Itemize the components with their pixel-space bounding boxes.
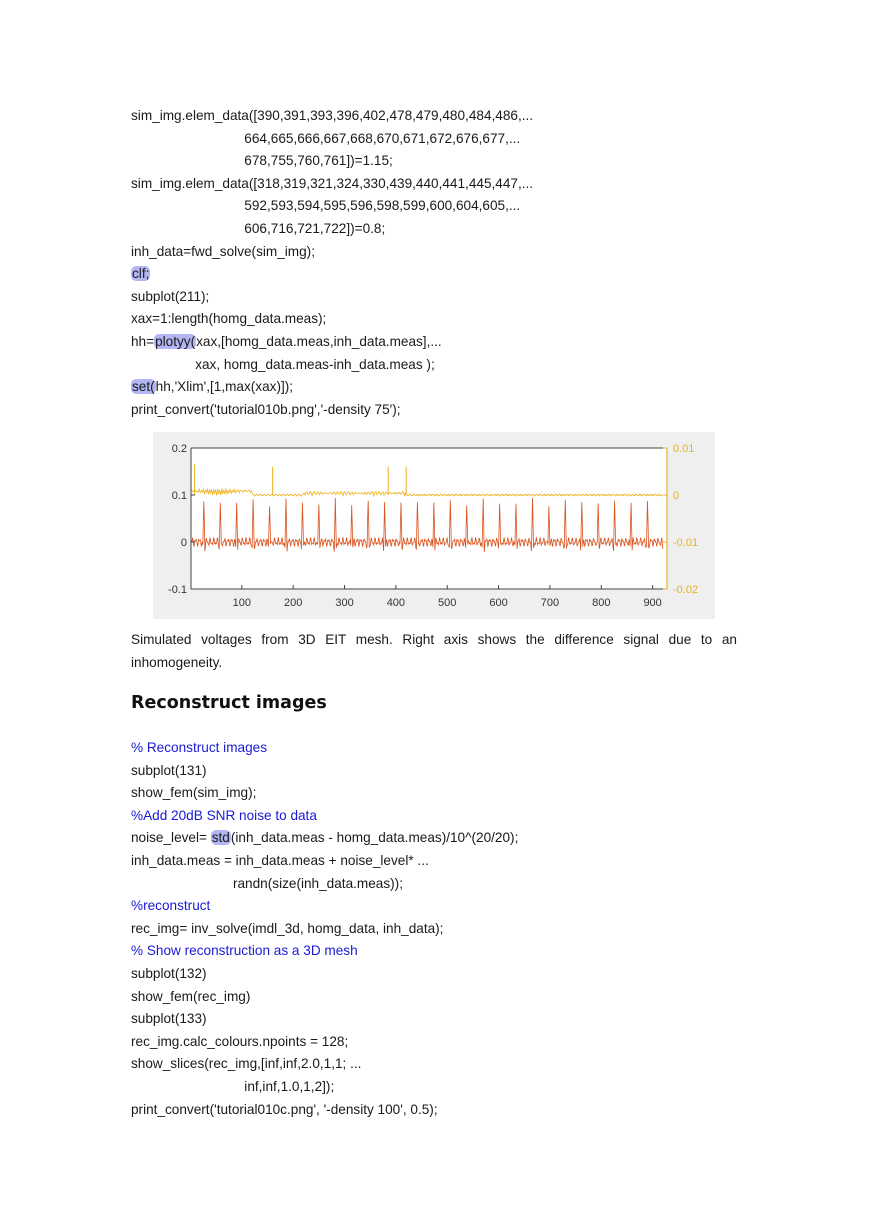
code-text: show_fem(sim_img); [131,785,257,801]
code-text: rec_img= inv_solve(imdl_3d, homg_data, inh_data); [131,920,444,936]
code-line [131,895,737,918]
code-line [131,1076,737,1099]
code-line [131,218,737,241]
x-tick-label: 300 [335,597,354,609]
highlighted-token: clf; [132,266,150,282]
x-tick-label: 800 [592,597,611,609]
code-comment: %Add 20dB SNR noise to data [131,807,317,823]
x-tick-label: 600 [489,597,508,609]
code-line [131,376,737,399]
voltage-figure [153,432,715,619]
figure-caption: Simulated voltages from 3D EIT mesh. Right axis shows the difference signal due to an inhomogeneity. [131,632,737,670]
code-text: xax=1:length(homg_data.meas); [131,311,327,327]
right-tick-label: 0.01 [673,443,695,455]
code-text: hh,'Xlim',[1,max(xax)]); [155,379,294,395]
plotyy-chart [153,432,715,619]
code-line [131,1031,737,1054]
code-text: 664,665,666,667,668,670,671,672,676,677,... [131,130,521,146]
code-text: inf,inf,1.0,1,2]); [131,1078,335,1094]
highlighted-token: std [211,830,230,846]
code-comment: % Reconstruct images [131,740,267,755]
code-text: sim_img.elem_data([390,391,393,396,402,478,479,480,484,486,... [131,108,534,123]
code-text: subplot(131) [131,762,207,778]
code-line [131,105,737,128]
left-tick-label: -0.1 [168,584,187,596]
code-line [131,963,737,986]
code-line [131,195,737,218]
right-tick-label: -0.02 [673,584,699,596]
code-line [131,782,737,805]
code-text: noise_level= [131,830,211,846]
code-line [131,399,737,422]
code-text: print_convert('tutorial010b.png','-density 75'); [131,401,401,417]
code-line [131,1008,737,1031]
code-line [131,173,737,196]
code-text: print_convert('tutorial010c.png', '-density 100', 0.5); [131,1101,438,1117]
code-line [131,827,737,850]
code-text: randn(size(inh_data.meas)); [131,875,403,891]
code-text: hh= [131,333,155,349]
code-text: show_fem(rec_img) [131,988,251,1004]
code-line [131,241,737,264]
code-comment: % Show reconstruction as a 3D mesh [131,943,358,959]
right-tick-label: -0.01 [673,537,699,549]
code-text: xax,[homg_data.meas,inh_data.meas],... [196,333,442,349]
code-line [131,805,737,828]
code-text: (inh_data.meas - homg_data.meas)/10^(20/20); [230,830,519,846]
code-line [131,1099,737,1122]
code-line [131,850,737,873]
left-tick-label: 0.2 [171,443,187,455]
code-text: 592,593,594,595,596,598,599,600,604,605,... [131,198,521,214]
code-text: rec_img.calc_colours.npoints = 128; [131,1033,349,1049]
plot-area [191,448,667,589]
right-tick-label: 0 [673,490,680,502]
code-block-reconstruct [131,737,737,1121]
code-line [131,918,737,941]
x-tick-label: 200 [284,597,303,609]
code-text: subplot(133) [131,1011,207,1027]
code-line [131,986,737,1009]
code-line [131,286,737,309]
code-text: sim_img.elem_data([318,319,321,324,330,439,440,441,445,447,... [131,175,534,191]
code-text: xax, homg_data.meas-inh_data.meas ); [131,356,435,372]
x-tick-label: 900 [643,597,662,609]
code-text: subplot(132) [131,965,207,981]
code-comment: %reconstruct [131,898,211,914]
code-line [131,873,737,896]
left-tick-label: 0.1 [171,490,187,502]
code-line [131,128,737,151]
code-line [131,354,737,377]
x-tick-label: 500 [438,597,457,609]
code-line [131,760,737,783]
code-text: inh_data.meas = inh_data.meas + noise_level* ... [131,852,429,868]
x-tick-label: 100 [232,597,252,609]
x-tick-label: 700 [540,597,560,609]
code-text: inh_data=fwd_solve(sim_img); [131,243,315,259]
code-block-forward [131,105,737,421]
code-text: show_slices(rec_img,[inf,inf,2.0,1,1; ... [131,1056,362,1072]
code-line [131,1053,737,1076]
code-text: 606,716,721,722])=0.8; [131,220,386,236]
section-heading: Reconstruct images [131,693,327,713]
code-line [131,331,737,354]
code-text: 678,755,760,761])=1.15; [131,153,393,169]
highlighted-token: plotyy( [155,333,196,349]
code-line [131,940,737,963]
code-line [131,308,737,331]
highlighted-token: set( [132,379,155,395]
code-line [131,263,737,286]
code-line [131,150,737,173]
x-tick-label: 400 [386,597,406,609]
code-text: subplot(211); [131,288,210,304]
code-line [131,737,737,760]
left-tick-label: 0 [180,537,187,549]
